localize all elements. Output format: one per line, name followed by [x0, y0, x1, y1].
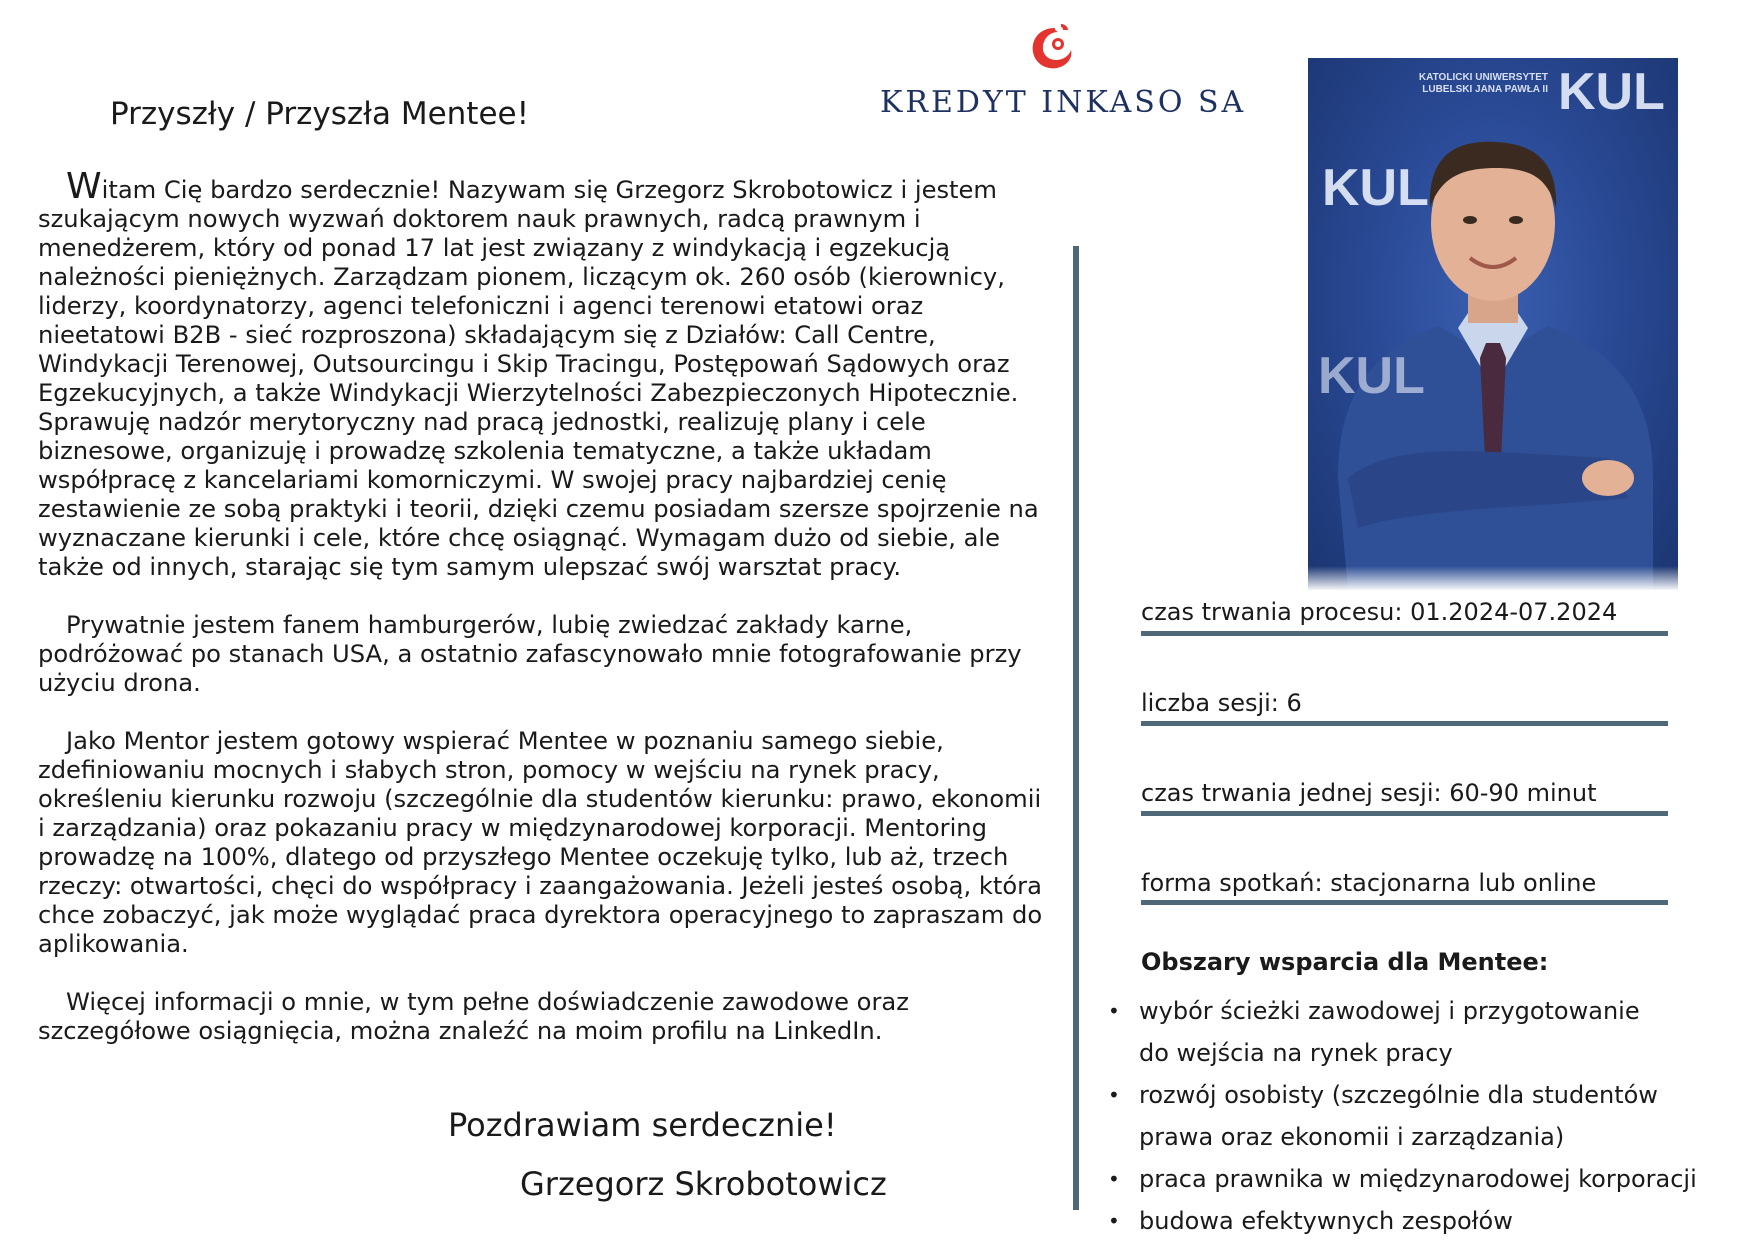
- detail-rule-3: [1141, 811, 1668, 816]
- signature-name: Grzegorz Skrobotowicz: [520, 1165, 887, 1203]
- letter-paragraph-3: Jako Mentor jestem gotowy wspierać Mentee w poznaniu samego siebie, zdefiniowaniu mocnych i słabych stron, pomocy w wejściu na rynek pracy, określeniu kierunku rozwoju (szczególnie dla studentów kierunku: prawo, ekonomii i zarządzania) oraz pokazaniu pracy w międzynarodowej korporacji. Mentoring prowadzę na 100%, dlatego od przyszłego Mentee oczekuję tylko, lub aż, trzech rzeczy: otwartości, chęci do współpracy i zaangażowania. Jeżeli jesteś osobą, która chce zobaczyć, jak może wyglądać praca dyrektora operacyjnego to zapraszam do aplikowania.: [38, 727, 1043, 958]
- detail-rule-4: [1141, 900, 1668, 905]
- detail-duration: czas trwania procesu: 01.2024-07.2024: [1141, 598, 1618, 626]
- paragraph-text: itam Cię bardzo serdecznie! Nazywam się Grzegorz Skrobotowicz i jestem szukającym nowych wyzwań doktorem nauk prawnych, radcą prawnym i menedżerem, który od ponad 17 lat jest związany z windykacją i egzekucją należności pieniężnych. Zarządzam pionem, liczącym ok. 260 osób (kierownicy, liderzy, koordynatorzy, agenci telefoniczni i agenci terenowi etatowi oraz nieetatowi B2B - sieć rozproszona) składającym się z Działów: Call Centre, Windykacji Terenowej, Outsourcingu i Skip Tracingu, Postępowań Sądowych oraz Egzekucyjnych, a także Windykacji Wierzytelności Zabezpieczonych Hipotecznie. Sprawuję nadzór merytoryczny nad pracą jednostki, realizuję plany i cele biznesowe, organizuję i prowadzę szkolenia tematyczne, a także układam współpracę z kancelariami komorniczymi. W swojej pracy najbardziej cenię zestawienie ze sobą praktyki i teorii, dzięki czemu posiadam szersze spojrzenie na wyznaczane kierunki i cele, które chcę osiągnąć. Wymagam dużo od siebie, ale także od innych, starając się tym samym ulepszać swój warsztat pracy.: [38, 176, 1039, 581]
- support-area-item: [1108, 1074, 1697, 1158]
- detail-meeting-form: forma spotkań: stacjonarna lub online: [1141, 869, 1597, 897]
- closing-line: Pozdrawiam serdecznie!: [448, 1106, 837, 1144]
- detail-session-count: liczba sesji: 6: [1141, 689, 1302, 717]
- photo-watermark-logo-3: KUL: [1318, 347, 1425, 405]
- letter-paragraph-4: Więcej informacji o mnie, w tym pełne doświadczenie zawodowe oraz szczegółowe osiągnięcia, można znaleźć na moim profilu na LinkedIn.: [38, 988, 909, 1045]
- support-area-line: do wejścia na rynek pracy: [1139, 1039, 1453, 1067]
- photo-watermark-logo-2: KUL: [1322, 159, 1429, 217]
- mentor-portrait-image: [1308, 58, 1678, 590]
- detail-rule-2: [1141, 721, 1668, 726]
- letter-body: [38, 166, 1048, 1046]
- mentor-photo: [1308, 58, 1678, 590]
- support-area-line: • budowa efektywnych zespołów: [1139, 1207, 1513, 1235]
- photo-watermark-text: KATOLICKI UNIWERSYTET LUBELSKI JANA PAWŁA II: [1418, 72, 1548, 95]
- greeting-heading: Przyszły / Przyszła Mentee!: [110, 96, 530, 132]
- detail-rule-1: [1141, 631, 1668, 636]
- photo-watermark-logo: KUL: [1558, 63, 1665, 121]
- support-areas-list: [1108, 990, 1697, 1242]
- detail-session-length: czas trwania jednej sesji: 60-90 minut: [1141, 779, 1597, 807]
- support-area-line: prawa oraz ekonomii i zarządzania): [1139, 1123, 1565, 1151]
- support-area-line: • rozwój osobisty (szczególnie dla studentów: [1139, 1081, 1658, 1109]
- vertical-divider: [1073, 246, 1079, 1210]
- support-area-line: • praca prawnika w międzynarodowej korporacji: [1139, 1165, 1697, 1193]
- support-area-line: • wybór ścieżki zawodowej i przygotowanie: [1139, 997, 1640, 1025]
- support-area-item: [1108, 1158, 1697, 1200]
- support-area-item: [1108, 1200, 1697, 1242]
- letter-paragraph-1: [38, 166, 1048, 582]
- dropcap: W: [66, 166, 102, 207]
- support-areas-title: Obszary wsparcia dla Mentee:: [1141, 948, 1549, 976]
- photo-fade: [1308, 566, 1678, 590]
- logo-brand-text: KREDYT INKASO SA: [880, 85, 1247, 120]
- support-area-item: [1108, 990, 1697, 1074]
- logo-swirl-icon: [1025, 22, 1085, 74]
- letter-paragraph-2: Prywatnie jestem fanem hamburgerów, lubię zwiedzać zakłady karne, podróżować po stanach USA, a ostatnio zafascynowało mnie fotografowanie przy użyciu drona.: [38, 611, 1022, 697]
- company-logo: [880, 22, 1247, 122]
